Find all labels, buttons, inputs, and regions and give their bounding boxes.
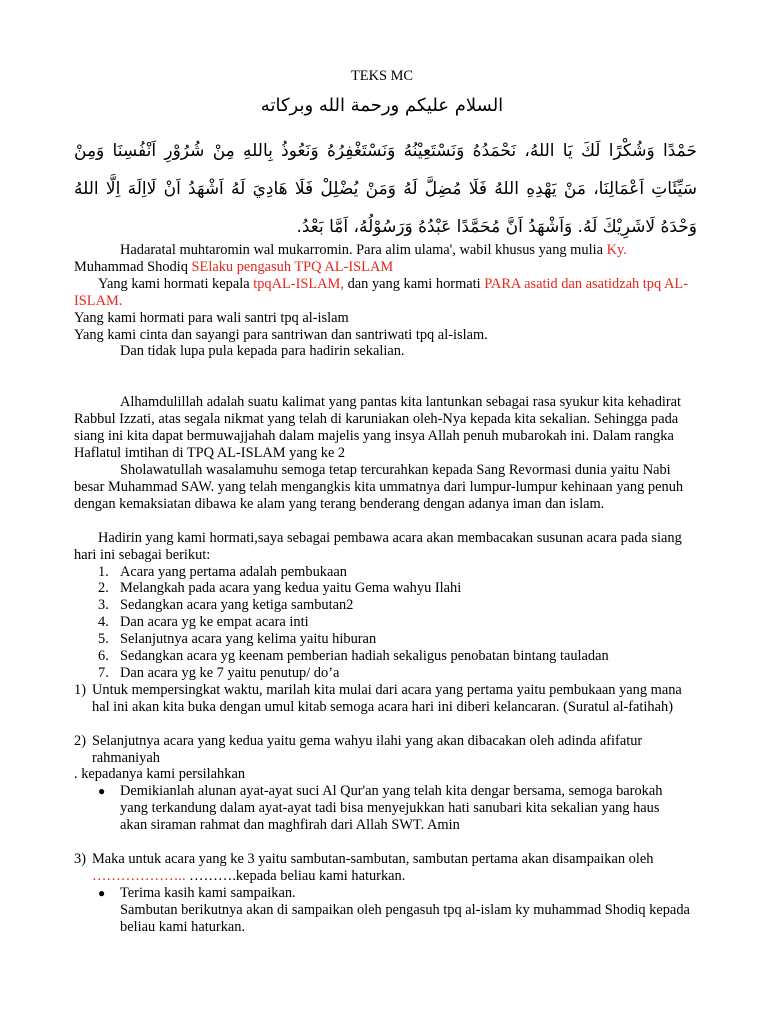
list-item: 5. Selanjutnya acara yang kelima yaitu hiburan <box>98 631 377 648</box>
list-item: 6. Sedangkan acara yg keenam pemberian hadiah sekaligus penobatan bintang tauladan <box>98 648 609 665</box>
greeting-text: dan yang kami hormati <box>343 275 485 292</box>
document-title: TEKS MC <box>351 68 413 84</box>
arabic-opening-prayer: حَمْدًا وَشُكْرًا لَكَ يَا اللهُ، نَحْمَدُهُ وَنَسْتَعِيْنُهُ وَنَسْتَغْفِرُهُ وَنَعُوذُ بِاللهِ مِنْ شُرُوْرِ اَنْفُسِنَا وَمِنْ سَيِّئَاتِ اَعْمَالِنَا، مَنْ يَهْدِهِ اللهُ فَلَا مُضِلَّ لَهُ وَمَنْ يُضْلِلْ فَلَا هَادِيَ لَهُ اَشْهَدُ اَنْ لَااِلَهَ اِلَّا اللهُ وَحْدَهُ لَاشَرِيْكَ لَهُ. وَاَشْهَدُ اَنَّ مُحَمَّدًا عَبْدُهُ وَرَسُوْلُهُ، اَمَّا بَعْدُ. <box>74 141 697 237</box>
greeting-text: Hadaratal muhtaromin wal mukarromin. Para alim ulama', wabil khusus yang mulia <box>120 242 607 258</box>
list-item: 7. Dan acara yg ke 7 yaitu penutup/ do’a <box>98 664 340 681</box>
greeting-text: Muhammad Shodiq <box>74 258 192 275</box>
list-item: 3. Sedangkan acara yang ketiga sambutan2 <box>98 597 354 614</box>
greeting-paragraph-1 <box>74 242 690 276</box>
highlight-text: PARA asatid dan asatidzah tpq AL-ISLAM. <box>74 275 688 309</box>
highlight-text: Ky. <box>606 242 627 258</box>
list-item: 4. Dan acara yg ke empat acara inti <box>98 614 309 631</box>
opening-paragraph-1: Alhamdulillah adalah suatu kalimat yang pantas kita lantunkan sebagai rasa syukur kita kehadirat Rabbul Izzati, atas segala nikmat yang telah di karuniakan oleh-Nya kepada kita sekalian. Sehingga pada siang ini kita dapat bermuwajjahah dalam majelis yang insya Allah penuh mubarokah ini. Dalam rangka Haflatul imtihan di TPQ AL-ISLAM yang ke 2 <box>74 394 682 462</box>
list-item: 1. Acara yang pertama adalah pembukaan <box>98 563 347 580</box>
step-3: 3) Maka untuk acara yang ke 3 yaitu sambutan-sambutan, sambutan pertama akan disampaikan oleh ……………….. ……….kepada beliau kami haturkan. <box>74 851 654 884</box>
greeting-line-5: Dan tidak lupa pula kepada para hadirin sekalian. <box>120 343 405 360</box>
greeting-text: Yang kami hormati kepala <box>98 275 254 292</box>
step-2-followup: . kepadanya kami persilahkan <box>74 766 246 783</box>
step-2: 2) Selanjutnya acara yang kedua yaitu gema wahyu ilahi yang akan dibacakan oleh adinda afifatur rahmaniyah <box>74 732 643 766</box>
agenda-list <box>74 564 690 682</box>
bullet-icon: ● <box>98 885 106 900</box>
greeting-paragraph-2 <box>74 276 690 310</box>
step-2-bullet: ● Demikianlah alunan ayat-ayat suci Al Qur'an yang telah kita dengar bersama, semoga barokah yang terkandung dalam ayat-ayat tadi bisa menyejukkan hati sanubari kita sekalian yang haus akan siraman rahmat dan maghfirah dari Allah SWT. Amin <box>98 783 663 834</box>
list-item: 2. Melangkah pada acara yang kedua yaitu Gema wahyu Ilahi <box>98 580 462 597</box>
highlight-text: tpqAL-ISLAM, <box>253 275 344 292</box>
bullet-icon: ● <box>98 784 106 799</box>
agenda-intro: Hadirin yang kami hormati,saya sebagai pembawa acara akan membacakan susunan acara pada siang hari ini sebagai berikut: <box>74 529 682 563</box>
step-1: 1) Untuk mempersingkat waktu, marilah kita mulai dari acara yang pertama yaitu pembukaan yang mana hal ini akan kita buka dengan umul kitab semoga acara hari ini diberi kelancaran. (Suratul al-fatihah) <box>74 681 682 715</box>
greeting-line-3: Yang kami hormati para wali santri tpq al-islam <box>74 309 349 326</box>
document-body <box>74 242 690 936</box>
salam-greeting: السلام عليكم ورحمة الله وبركاته <box>260 95 504 116</box>
greeting-line-4: Yang kami cinta dan sayangi para santriwan dan santriwati tpq al-islam. <box>74 326 488 343</box>
opening-paragraph-2: Sholawatullah wasalamuhu semoga tetap tercurahkan kepada Sang Revormasi dunia yaitu Nabi besar Muhammad SAW. yang telah mengangkis kita ummatnya dari lumpur-lumpur kehinaan yang penuh dengan kemaksiatan dibawa ke alam yang terang benderang dengan adanya iman dan islam. <box>74 461 684 512</box>
highlight-text: SElaku pengasuh TPQ AL-ISLAM <box>191 258 394 275</box>
step-3-bullet: ● Terima kasih kami sampaikan. Sambutan berikutnya akan di sampaikan oleh pengasuh tpq al-islam ky muhammad Shodiq kepada beliau kami haturkan. <box>98 884 690 935</box>
